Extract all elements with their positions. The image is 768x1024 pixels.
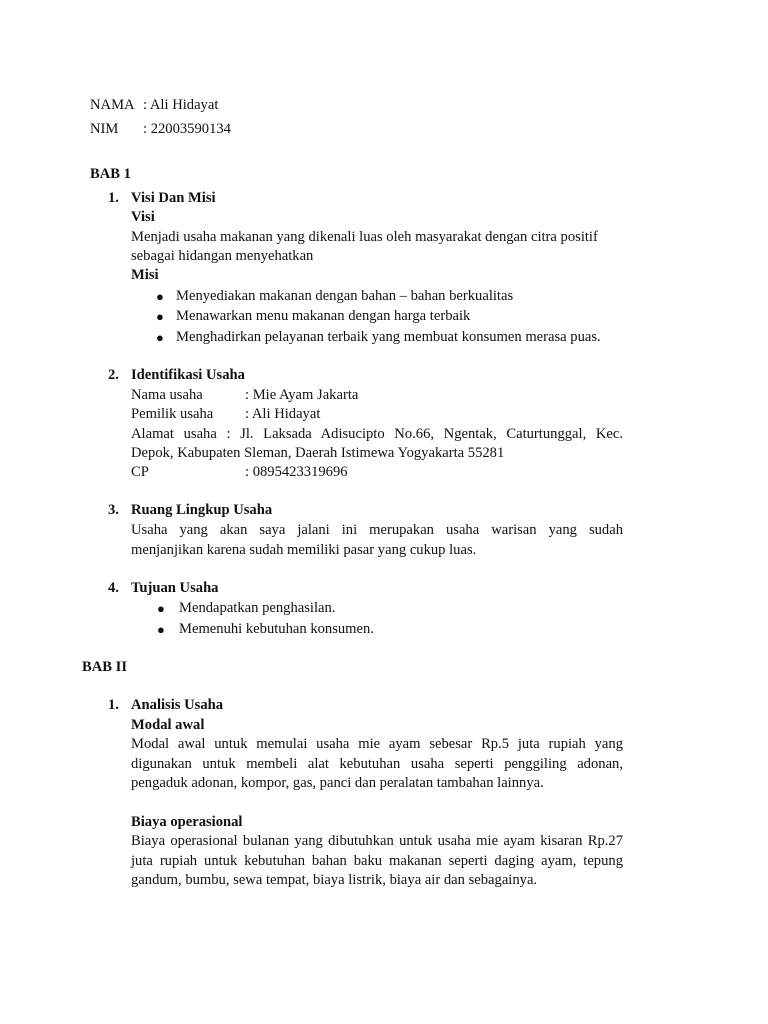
section-title-ruang-lingkup: Ruang Lingkup Usaha	[131, 502, 273, 518]
pemilik-usaha-label: Pemilik usaha	[131, 406, 214, 422]
biaya-operasional-line: juta rupiah untuk kebutuhan bahan baku makanan seperti daging ayam, tepung	[131, 853, 623, 869]
visi-text-line: sebagai hidangan menyehatkan	[131, 248, 314, 264]
pemilik-usaha-value: : Ali Hidayat	[245, 406, 321, 422]
cp-value: : 0895423319696	[245, 464, 348, 480]
section-number: 2.	[108, 367, 119, 383]
misi-item: Menawarkan menu makanan dengan harga terbaik	[176, 308, 471, 324]
bullet-icon: ●	[156, 309, 164, 324]
modal-awal-line: Modal awal untuk memulai usaha mie ayam sebesar Rp.5 juta rupiah yang	[131, 736, 623, 752]
alamat-usaha-line: Depok, Kabupaten Sleman, Daerah Istimewa Yogyakarta 55281	[131, 445, 505, 461]
section-number: 3.	[108, 502, 119, 518]
bullet-icon: ●	[157, 622, 165, 637]
modal-awal-heading: Modal awal	[131, 717, 205, 733]
biaya-operasional-heading: Biaya operasional	[131, 814, 243, 830]
section-title-identifikasi: Identifikasi Usaha	[131, 367, 245, 383]
bullet-icon: ●	[157, 601, 165, 616]
bullet-icon: ●	[156, 289, 164, 304]
biaya-operasional-line: gandum, bumbu, sewa tempat, biaya listrik, biaya air dan sebagainya.	[131, 872, 538, 888]
section-title-analisis: Analisis Usaha	[131, 697, 224, 713]
ruang-lingkup-line: menjanjikan karena sudah memiliki pasar yang cukup luas.	[131, 542, 477, 558]
misi-item: Menghadirkan pelayanan terbaik yang membuat konsumen merasa puas.	[176, 329, 601, 345]
ruang-lingkup-line: Usaha yang akan saya jalani ini merupakan usaha warisan yang sudah	[131, 522, 623, 538]
misi-heading: Misi	[131, 267, 159, 283]
nim-value: : 22003590134	[143, 121, 231, 137]
visi-heading: Visi	[131, 209, 155, 225]
tujuan-item: Mendapatkan penghasilan.	[179, 600, 336, 616]
nama-label: NAMA	[90, 97, 135, 113]
alamat-usaha-line: Alamat usaha : Jl. Laksada Adisucipto No.66, Ngentak, Caturtunggal, Kec.	[131, 426, 623, 442]
nama-usaha-value: : Mie Ayam Jakarta	[245, 387, 359, 403]
visi-text-line: Menjadi usaha makanan yang dikenali luas oleh masyarakat dengan citra positif	[131, 229, 598, 245]
bullet-icon: ●	[156, 330, 164, 345]
section-number: 1.	[108, 190, 119, 206]
misi-item: Menyediakan makanan dengan bahan – bahan berkualitas	[176, 288, 514, 304]
tujuan-item: Memenuhi kebutuhan konsumen.	[179, 621, 374, 637]
bab2-title: BAB II	[82, 659, 128, 675]
section-number: 1.	[108, 697, 119, 713]
section-number: 4.	[108, 580, 119, 596]
nama-usaha-label: Nama usaha	[131, 387, 203, 403]
nim-label: NIM	[90, 121, 119, 137]
bab1-title: BAB 1	[90, 166, 131, 182]
biaya-operasional-line: Biaya operasional bulanan yang dibutuhkan untuk usaha mie ayam kisaran Rp.27	[131, 833, 623, 849]
modal-awal-line: digunakan untuk membeli alat kebutuhan usaha seperti penggiling adonan,	[131, 756, 623, 772]
modal-awal-line: pengaduk adonan, kompor, gas, panci dan peralatan tambahan lainnya.	[131, 775, 544, 791]
cp-label: CP	[131, 464, 149, 480]
section-title-visi-misi: Visi Dan Misi	[131, 190, 216, 206]
nama-value: : Ali Hidayat	[143, 97, 219, 113]
section-title-tujuan: Tujuan Usaha	[131, 580, 219, 596]
